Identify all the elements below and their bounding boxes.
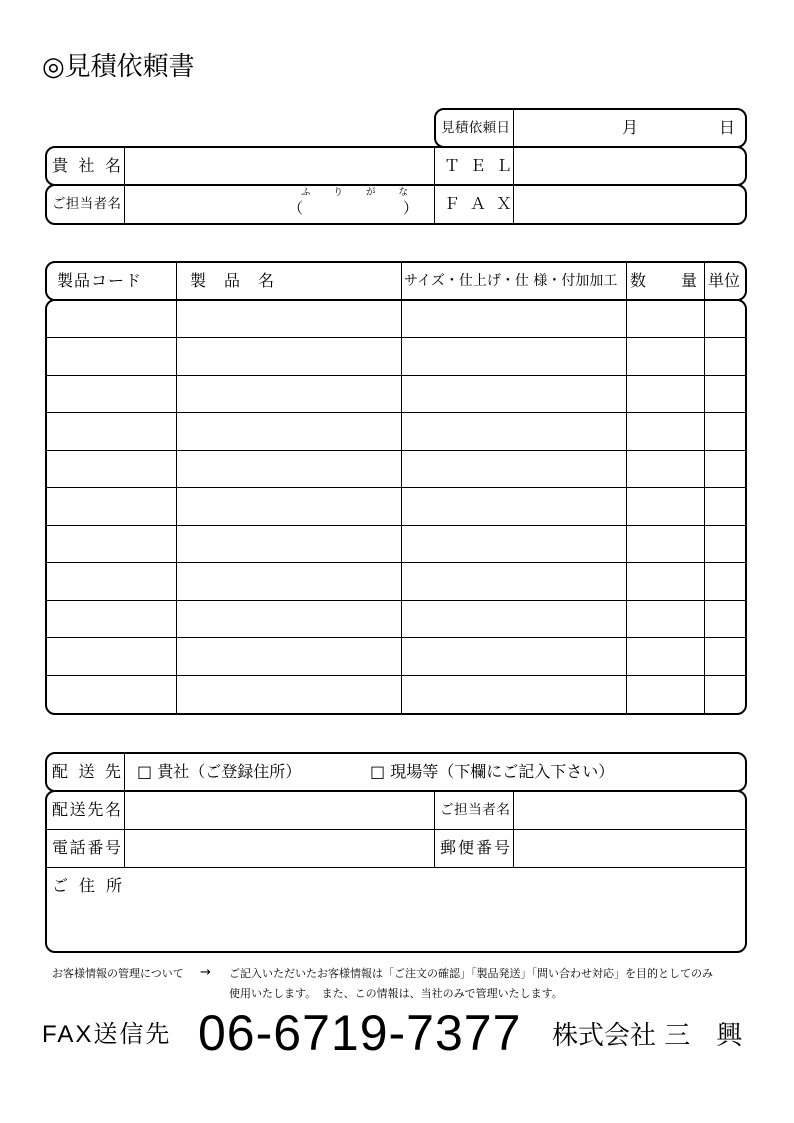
column-header-spec: サイズ・仕上げ・仕 様・付加加工 xyxy=(402,263,627,299)
unit-cell xyxy=(705,563,745,599)
paren-open: （ xyxy=(288,199,304,217)
company-name-field xyxy=(125,148,435,184)
column-header-quantity: 数 量 xyxy=(627,263,705,299)
unit-cell xyxy=(705,301,745,337)
product-code-cell xyxy=(47,563,177,599)
option-job-site: □ 現場等（下欄にご記入下さい） xyxy=(370,762,615,781)
delivery-contact-field xyxy=(514,792,745,829)
delivery-phone-row xyxy=(47,830,745,868)
fax-destination-label: FAX送信先 xyxy=(42,1021,172,1048)
column-header-unit: 単位 xyxy=(708,271,741,290)
product-table-header xyxy=(45,261,747,301)
unit-cell xyxy=(705,413,745,449)
quantity-cell xyxy=(627,638,705,674)
postal-code-label: 郵便番号 xyxy=(435,830,514,867)
product-row xyxy=(47,376,745,413)
tel-field xyxy=(514,148,745,184)
request-date-label: 見積依頼日 xyxy=(436,110,514,146)
product-row xyxy=(47,451,745,488)
spec-cell xyxy=(402,451,627,487)
delivery-phone-field xyxy=(125,830,435,867)
company-row xyxy=(45,146,747,186)
fax-label: ＦＡＸ xyxy=(435,186,514,223)
address-label: ご 住 所 xyxy=(52,876,122,895)
product-name-cell xyxy=(177,338,402,374)
fax-number: 06-6719-7377 xyxy=(198,1005,522,1061)
product-code-cell xyxy=(47,413,177,449)
quantity-cell xyxy=(627,488,705,524)
delivery-phone-label: 電話番号 xyxy=(47,830,125,867)
contact-name-label: ご担当者名 xyxy=(47,186,125,223)
product-row xyxy=(47,676,745,713)
tel-label: ＴＥＬ xyxy=(435,148,514,184)
product-name-cell xyxy=(177,676,402,713)
spec-cell xyxy=(402,301,627,337)
postal-code-field xyxy=(514,830,745,867)
product-code-cell xyxy=(47,676,177,713)
delivery-destination-label: 配 送 先 xyxy=(47,754,125,790)
product-name-cell xyxy=(177,526,402,562)
quantity-cell xyxy=(627,601,705,637)
quantity-cell xyxy=(627,563,705,599)
product-name-cell xyxy=(177,563,402,599)
product-name-cell xyxy=(177,301,402,337)
request-date-field xyxy=(514,110,745,146)
spec-cell xyxy=(402,413,627,449)
column-header-product-name: 製 品 名 xyxy=(177,263,402,299)
privacy-notice-line1: ご記入いただいたお客様情報は「ご注文の確認」「製品発送」「問い合わせ対応」を目的としてのみ xyxy=(229,967,713,980)
unit-cell xyxy=(705,601,745,637)
product-code-cell xyxy=(47,488,177,524)
quantity-cell xyxy=(627,676,705,713)
product-table-body xyxy=(45,299,747,715)
product-row xyxy=(47,338,745,375)
spec-cell xyxy=(402,676,627,713)
unit-cell xyxy=(705,676,745,713)
product-code-cell xyxy=(47,526,177,562)
unit-cell xyxy=(705,376,745,412)
contact-name-field xyxy=(125,186,435,223)
unit-cell xyxy=(705,451,745,487)
spec-cell xyxy=(402,338,627,374)
product-code-cell xyxy=(47,601,177,637)
delivery-details-box xyxy=(45,790,747,953)
quantity-cell xyxy=(627,526,705,562)
spec-cell xyxy=(402,376,627,412)
company-name: 株式会社 三 興 xyxy=(552,1021,743,1051)
request-date-box xyxy=(434,108,747,148)
unit-cell xyxy=(705,488,745,524)
unit-cell xyxy=(705,338,745,374)
product-code-cell xyxy=(47,451,177,487)
product-code-cell xyxy=(47,338,177,374)
option-registered-address: □ 貴社（ご登録住所） xyxy=(137,762,302,781)
spec-cell xyxy=(402,638,627,674)
quantity-cell xyxy=(627,413,705,449)
page-title: ◎見積依頼書 xyxy=(42,52,195,82)
product-row xyxy=(47,413,745,450)
spec-cell xyxy=(402,488,627,524)
paren-close: ） xyxy=(403,199,419,217)
unit-cell xyxy=(705,638,745,674)
product-row xyxy=(47,638,745,675)
delivery-name-field xyxy=(125,792,435,829)
product-code-cell xyxy=(47,376,177,412)
quantity-cell xyxy=(627,338,705,374)
fax-field xyxy=(514,186,745,223)
product-name-cell xyxy=(177,488,402,524)
quantity-cell xyxy=(627,376,705,412)
unit-cell xyxy=(705,526,745,562)
spec-cell xyxy=(402,563,627,599)
product-name-cell xyxy=(177,413,402,449)
product-name-cell xyxy=(177,638,402,674)
product-row xyxy=(47,563,745,600)
spec-cell xyxy=(402,526,627,562)
delivery-options xyxy=(125,754,745,790)
company-name-label: 貴 社 名 xyxy=(47,148,125,184)
delivery-destination-box xyxy=(45,752,747,792)
product-code-cell xyxy=(47,638,177,674)
quantity-cell xyxy=(627,301,705,337)
arrow-icon: → xyxy=(200,965,211,980)
furigana-guide: ふりがな xyxy=(301,187,432,198)
delivery-name-row xyxy=(47,792,745,830)
product-code-cell xyxy=(47,301,177,337)
delivery-contact-label: ご担当者名 xyxy=(435,792,514,829)
product-name-cell xyxy=(177,601,402,637)
quantity-cell xyxy=(627,451,705,487)
product-row xyxy=(47,526,745,563)
address-row xyxy=(47,868,745,951)
product-row xyxy=(47,601,745,638)
delivery-name-label: 配送先名 xyxy=(47,792,125,829)
product-name-cell xyxy=(177,376,402,412)
product-row xyxy=(47,301,745,338)
spec-cell xyxy=(402,601,627,637)
contact-row xyxy=(45,184,747,225)
month-label: 月 xyxy=(622,118,639,137)
privacy-notice-heading: お客様情報の管理について xyxy=(52,967,184,980)
day-label: 日 xyxy=(719,118,736,137)
privacy-notice-line2: 使用いたします。 また、この情報は、当社のみで管理いたします。 xyxy=(229,987,563,1000)
product-name-cell xyxy=(177,451,402,487)
column-header-product-code: 製品コード xyxy=(47,263,177,299)
product-row xyxy=(47,488,745,525)
